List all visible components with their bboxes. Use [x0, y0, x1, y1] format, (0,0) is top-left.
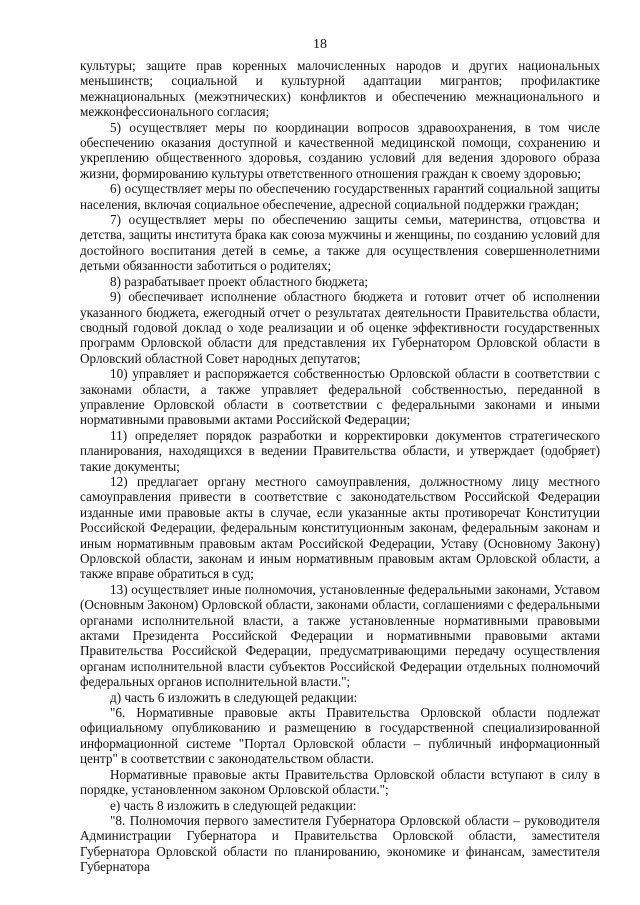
- paragraph-item-11: 11) определяет порядок разработки и корректировки документов стратегического планирования, находящихся в ведении Правительства области, и утверждает (одобряет) такие документы;: [80, 427, 600, 474]
- paragraph-amendment-e: е) часть 8 изложить в следующей редакции:: [110, 797, 357, 813]
- paragraph-item-10: 10) управляет и распоряжается собственностью Орловской области в соответствии с законами области, а также управляет федеральной собственностью, переданной в управление Орловской области в соответствии с федеральными законами и иными нормативными правовыми актами Российской Федерации;: [80, 366, 600, 428]
- paragraph-part-6-text: "6. Нормативные правовые акты Правительства Орловской области подлежат официальному опубликованию и размещению в государственной специализированной информационной системе "Портал Орловской области – публичный информационный центр" в соответствии с законодательством области.: [80, 705, 600, 767]
- paragraph-item-7: 7) осуществляет меры по обеспечению защиты семьи, материнства, отцовства и детства, защиты института брака как союза мужчины и женщины, по созданию условий для достойного воспитания детей в семье, а также для осуществления совершеннолетними детьми обязанности заботиться о родителях;: [80, 212, 600, 274]
- paragraph-part-8-text: "8. Полномочия первого заместителя Губернатора Орловской области – руководителя Администрации Губернатора и Правительства Орловской области, заместителя Губернатора Орловской области по планированию, экономике и финансам, заместителя Губернатора: [80, 812, 600, 875]
- page-number: 18: [313, 37, 327, 52]
- paragraph-item-5: 5) осуществляет меры по координации вопросов здравоохранения, в том числе обеспечению оказания доступной и качественной медицинской помощи, сохранению и укреплению общественного здоровья, созданию условий для ведения здорового образа жизни, формированию культуры ответственного отношения граждан к своему здоровью;: [80, 119, 600, 181]
- paragraph-item-6: 6) осуществляет меры по обеспечению государственных гарантий социальной защиты населения, включая социальное обеспечение, адресной социальной поддержки граждан;: [80, 181, 600, 212]
- paragraph-item-8: 8) разрабатывает проект областного бюджета;: [110, 273, 369, 289]
- paragraph-continuation: культуры; защите прав коренных малочисленных народов и других национальных меньшинств; социальной и культурной адаптации мигрантов; профилактике межнациональных (межэтнических) конфликтов и обеспечению межнационального и межконфессионального согласия;: [80, 58, 600, 120]
- paragraph-part-6-entry-into-force: Нормативные правовые акты Правительства Орловской области вступают в силу в порядке, установленном законом Орловской области.";: [80, 766, 600, 798]
- paragraph-item-13: 13) осуществляет иные полномочия, установленные федеральными законами, Уставом (Основным Законом) Орловской области, законами области, соглашениями с федеральными органами исполнительной власти, а также установленные нормативными правовыми актами Президента Российской Федерации и нормативными правовыми актами Правительства Российской Федерации, предусматривающими передачу осуществления органам исполнительной власти субъектов Российской Федерации отдельных полномочий федеральных органов исполнительной власти.";: [80, 581, 600, 690]
- paragraph-amendment-d: д) часть 6 изложить в следующей редакции:: [110, 689, 358, 705]
- document-body: [80, 58, 600, 875]
- paragraph-item-9: 9) обеспечивает исполнение областного бюджета и готовит отчет об исполнении указанного бюджета, ежегодный отчет о результатах деятельности Правительства области, сводный годовой доклад о ходе реализации и об оценке эффективности государственных программ Орловской области для представления их Губернатором Орловской области в Орловский областной Совет народных депутатов;: [80, 289, 600, 366]
- paragraph-item-12: 12) предлагает органу местного самоуправления, должностному лицу местного самоуправления привести в соответствие с законодательством Российской Федерации изданные ими правовые акты в случае, если указанные акты противоречат Конституции Российской Федерации, федеральным конституционным законам, федеральным законам и иным нормативным правовым актам Российской Федерации, Уставу (Основному Закону) Орловской области, законам и иным нормативным правовым актам Орловской области, а также вправе обратиться в суд;: [80, 473, 600, 582]
